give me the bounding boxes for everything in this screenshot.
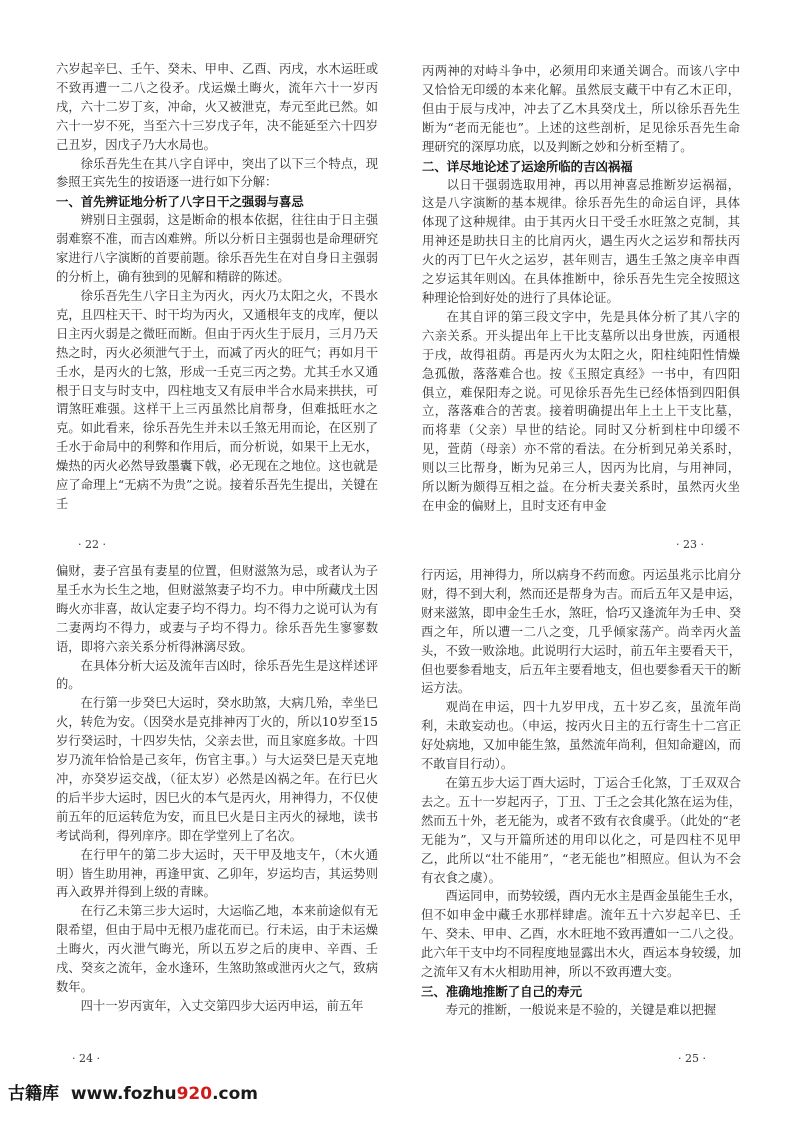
- paragraph: 行丙运，用神得力，所以病身不药而愈。丙运虽兆示比肩分财，得不到大利，然而还是帮身为吉。而后五年又是申运，财来滋煞，即申金生壬水，煞旺，恰巧又逢流年为壬申、癸酉之年，所以遭一二八之变，几乎倾家荡产。尚幸丙火盖头，不致一败涂地。此说明行大运时，前五年主要看天干，但也要参看地支，后五年主要看地支，但也要参看天干的断运方法。: [421, 568, 741, 696]
- paragraph: 丙两神的对峙斗争中，必须用印来通关调合。而该八字中又恰恰无印缓的本来化解。虽然辰支藏干中有乙木正印，但由于辰与戌冲，冲去了乙木具癸戊土，所以徐乐吾先生断为“老而无能也”。上述的这些剖析，足见徐乐吾先生命理研究的深厚功底，以及判断之妙和分析至精了。: [422, 64, 740, 154]
- watermark-url-suffix: .com: [212, 1084, 259, 1104]
- watermark-url-number: 920: [176, 1084, 213, 1104]
- paragraph: 酉运同申，而势较缓，酉内无水主是酉金虽能生壬水，但不如申金中藏壬水那样肆虐。流年五十六岁起辛巳、壬午、癸未、甲申、乙酉，水木旺地不致再遭如一二八之役。此六年干支中均不同程度地显露出木火，酉运本身较缓，加之流年又有木火相助用神，所以不致再遭大变。: [421, 889, 741, 980]
- page-24-text-column: [56, 562, 378, 1048]
- paragraph: 寿元的推断，一般说来是不验的，关键是难以把握: [445, 1002, 717, 1017]
- page-number-22: · 22 ·: [78, 538, 106, 551]
- page-25-text-column: [421, 566, 741, 1044]
- paragraph: 四十一岁丙寅年，入丈交第四步大运丙申运，前五年: [80, 998, 364, 1013]
- watermark-brand: 古籍库: [8, 1084, 59, 1104]
- paragraph: 六岁起辛巳、壬午、癸未、甲申、乙酉、丙戌，水木运旺或不致再遭一二八之役矛。戊运燥土晦火，流年六十一岁丙戌，六十二岁丁亥，冲命，火又被泄克，寿元至此已然。如六十一岁不死，当至六十三岁戊子年，决不能延至六十四岁己丑岁，因戊子乃大水局也。: [56, 62, 378, 152]
- paragraph: 在第五步大运丁酉大运时，丁运合壬化煞，丁壬双双合去之。五十一岁起丙子，丁丑、丁壬之会其化煞在运为佳，然而五十外，老无能为，或者不致有衣食虞乎。（此处的“老无能为”，又与开篇所述的用印以化之，可是四柱不见甲乙，此所以“壮不能用”，“老无能也”相照应。但认为不会有衣食之虞）。: [421, 775, 741, 885]
- page-22-text-column: [56, 60, 378, 532]
- paragraph: 在行甲午的第二步大运时，天干甲及地支午，（木火通明）皆生助用神，再逢甲寅、乙卯年，岁运均吉，其运势则再入政界并得到上级的青睐。: [56, 847, 378, 900]
- paragraph: 观尚在申运，四十九岁甲戌，五十岁乙亥，虽流年尚利，未敢妄动也。（申运，按丙火日主的五行寄生十二宫正好处病地，又加申能生煞，虽然流年尚利，但知命避凶，而不敢盲目行动）。: [421, 700, 741, 772]
- paragraph: 在其自评的第三段文字中，先是具体分析了其八字的六亲关系。开头提出年上干比支墓所以出身世族，丙通根于戌，故得祖荫。再是丙火为太阳之火，阳柱纯阳性情燥急孤傲，落落难合也。按《玉照定真经》一书中，有四阳俱立，难保阳寿之说。可见徐乐吾先生已经体悟到四阳俱立，落落难合的苦衷。接着明确提出年上土上干支比墓，而将辈（父亲）早世的结论。同时又分析到柱中印缓不见，萱荫（母亲）亦不常的看法。在分析到兄弟关系时，则以三比帮身，断为兄弟三人，因丙为比肩，与用神同，所以断为颇得互相之益。在分析夫妻关系时，虽然丙火坐在申金的偏财上，且时支还有申金: [422, 309, 740, 513]
- paragraph: 偏财，妻子宫虽有妻星的位置，但财滋煞为忌，或者认为子星壬水为长生之地，但财滋煞妻子均不力。申中所藏戊土因晦火亦非喜，故认定妻子均不得力。均不得力之说可认为有二妻两均不得力，或妻与子均不得力。徐乐吾先生寥寥数语，即将六亲关系分析得淋漓尽致。: [56, 564, 378, 654]
- page-number-24: · 24 ·: [72, 1052, 100, 1065]
- page-number-23: · 23 ·: [676, 538, 704, 551]
- paragraph: 在具体分析大运及流年吉凶时，徐乐吾先生是这样述评的。: [56, 658, 378, 692]
- site-watermark-footer: [8, 1079, 258, 1104]
- paragraph: 徐乐吾先生八字日主为丙火，丙火乃太阳之火，不畏水克，且四柱天干、时干均为丙火，又通根年支的戌库，便以日主丙火弱是之微旺而断。但由于丙火生于辰月，三月乃天热之时，丙火必须泄气于土，而减了丙火的旺气；再如月干壬水，是丙火的七煞，形成一壬克三丙之势。尤其壬水又通根于日支与时支中，四柱地支又有辰申半合水局来拱扶，可谓煞旺难强。这样干上三丙虽然比肩帮身，但难抵旺水之克。如此看来，徐乐吾先生并未以壬煞无用而论，在区别了壬水于命局中的利弊和作用后，而分析说，如果干上无水，燥热的丙火必然导致墨囊下戟，必无现在之地位。这也就是应了命理上“无病不为贵”之说。接着乐吾先生提出，关键在壬: [56, 288, 378, 511]
- paragraph: 在行第一步癸巳大运时，癸水助煞，大病几殆，幸坐巳火，转危为安。（因癸水是克排神丙丁火的，所以10岁至15岁行癸运时，十四岁失怙，父亲去世，而且家庭多故。十四岁乃流年恰恰是己亥年，伤官主事。）与大运癸巳是天克地冲，亦癸岁运交战，（征太岁）必然是凶祸之年。在行巳火的后半步大运时，因巳火的本气是丙火，用神得力，不仅使前五年的厄运转危为安，而且巳火是日主丙火的禄地，读书考试尚利，得列庠序。即在学堂列上了名次。: [56, 696, 378, 843]
- paragraph: 在行乙未第三步大运时，大运临乙地，本来前途似有无限希望，但由于局中无根乃虚花而已。行未运，由于未运燥土晦火，丙火泄气晦光，所以五岁之后的庚申、辛酉、壬戌、癸亥之流年，金水逢环，生煞助煞或泄丙火之气，致病数年。: [56, 904, 378, 994]
- page-number-25: · 25 ·: [678, 1052, 706, 1065]
- page-23-text-column: [422, 62, 740, 530]
- section-heading: 一、首先辨证地分析了八字日干之强弱与喜忌: [56, 194, 304, 210]
- watermark-url: [71, 1084, 258, 1104]
- paragraph: 辨别日主强弱，这是断命的根本依据，往往由于日主强弱难察不准，而吉凶难辨。所以分析日主强弱也是命理研究家进行八字演断的首要前题。徐乐吾先生在对自身日主强弱的分析上，确有独到的见解和精辟的陈述。: [56, 213, 378, 285]
- section-heading: 三、准确地推断了自己的寿元: [421, 983, 583, 999]
- watermark-url-prefix: www.fozhu: [70, 1084, 177, 1104]
- section-heading: 二、详尽地论述了运途所临的吉凶祸福: [422, 158, 633, 174]
- paragraph: 徐乐吾先生在其八字自评中，突出了以下三个特点，现参照王宾先生的按语逐一进行如下分解：: [56, 156, 378, 190]
- paragraph: 以日干强弱选取用神，再以用神喜忌推断岁运祸福，这是八字演断的基本规律。徐乐吾先生的命运自评，具体体现了这种规律。由于其丙火日干受壬水旺煞之克制，其用神还是助扶日主的比肩丙火，遇生丙火之运岁和帮扶丙火的丙丁巳午火之运岁，甚年则吉，遇生壬煞之庚辛申酉之岁运其年则凶。在具体推断中，徐乐吾先生完全按照这种理论恰到好处的进行了具体论证。: [422, 177, 740, 305]
